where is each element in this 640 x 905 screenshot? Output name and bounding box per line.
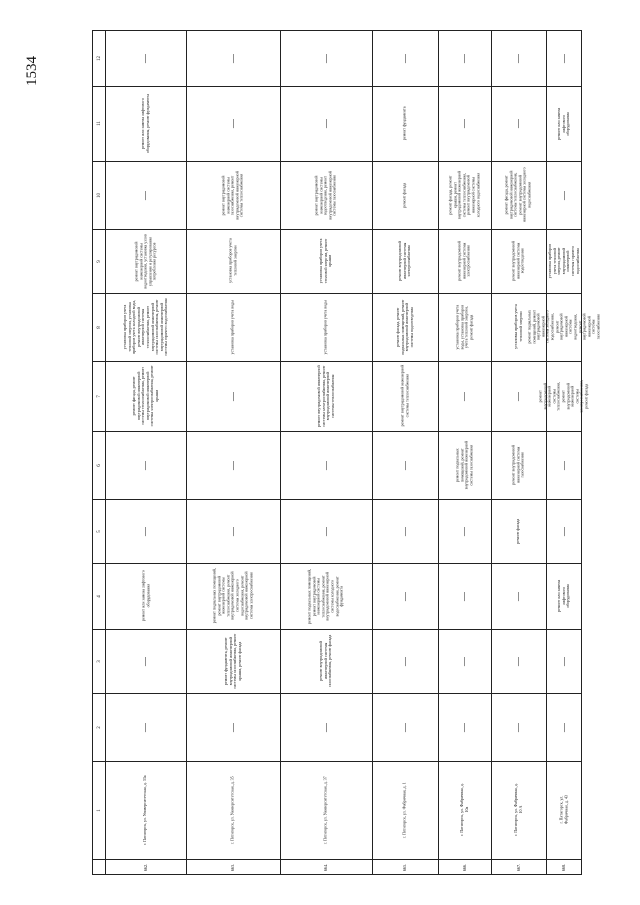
work-text: установка приборов учета тепловой энергии: [512, 304, 523, 350]
address-cell: [186, 761, 280, 859]
work-cell: [491, 563, 546, 629]
address-cell: [280, 761, 372, 859]
work-cell: [438, 499, 491, 563]
work-cell: [280, 229, 372, 293]
work-text: ремонт фасада: [515, 518, 521, 544]
row-number: [372, 859, 438, 876]
work-text: ремонт подвальных помещений, ремонт внутридомовой инженерной системы теплоснабжения, ремонт внутридомовой инженерной системы холодного водоснабжения, ремонт внутридомовой инженерной системы электроснабжения: [211, 568, 254, 624]
work-cell: [438, 629, 491, 693]
work-cell: [438, 431, 491, 499]
address-text: г. Пятигорск, ул. Университетская, д. 33а: [142, 775, 148, 845]
work-text: ремонт фасада, ремонт внутридомовой инженерной системы теплоснабжения, ремонт внутридомовой инженерной системы электроснабжения, ремонт крыши: [130, 365, 159, 427]
work-text: ремонт фасада, ремонт внутридомовой инженерной системы теплоснабжения, ремонт внутридомовой инженерной системы холодного водоснабжения: [503, 167, 532, 223]
work-cell: [491, 693, 546, 761]
work-cell: [372, 563, 438, 629]
empty-dash: —: [320, 526, 331, 536]
empty-dash: —: [459, 591, 469, 601]
address-cell: [105, 761, 186, 859]
empty-dash: —: [459, 526, 469, 536]
column-number-label: 7: [96, 394, 102, 398]
work-cell: [491, 161, 546, 229]
work-text: ремонт или замена лифтового оборудования: [556, 579, 571, 613]
work-cell: [491, 229, 546, 293]
work-text: установка приборов учета воды, установка приборов учета тепловой энергии, ремонт фасада: [454, 304, 474, 350]
work-cell: [372, 431, 438, 499]
empty-dash: —: [459, 391, 469, 401]
work-cell: [186, 563, 280, 629]
work-cell: [280, 31, 372, 86]
empty-dash: —: [140, 190, 150, 200]
column-number: [93, 693, 105, 761]
address-cell: [491, 761, 546, 859]
work-cell: [186, 31, 280, 86]
work-cell: [280, 563, 372, 629]
work-cell: [438, 161, 491, 229]
row-number-label: 663.: [230, 863, 236, 872]
column-number: [93, 361, 105, 431]
empty-dash: —: [459, 722, 469, 732]
work-cell: [438, 86, 491, 161]
empty-dash: —: [459, 656, 469, 666]
work-text: ремонт или замена лифтового оборудования, ремонт фундамента: [139, 93, 150, 154]
row-number-label: 665.: [402, 863, 408, 872]
work-cell: [546, 563, 582, 629]
column-number: [93, 161, 105, 229]
work-text: ремонт фасада, ремонт подвальных помещений, ремонт внутридомовой инженерной системы водоотведения: [394, 299, 414, 355]
column-number-label: 3: [96, 659, 102, 663]
empty-dash: —: [227, 391, 238, 401]
work-cell: [105, 229, 186, 293]
work-cell: [438, 31, 491, 86]
work-cell: [546, 161, 582, 229]
empty-dash: —: [558, 526, 569, 536]
work-cell: [537, 361, 589, 431]
work-text: ремонт подвальных помещений, ремонт внутридомовой инженерной системы теплоснабжения, ремонт внутридомовой инженерной системы холодного водоснабжения, ремонт фундамента: [306, 568, 344, 624]
work-cell: [105, 431, 186, 499]
work-cell: [186, 693, 280, 761]
work-text: ремонт внутридомовой инженерной системы водоотведения, установка узлов управления и регулирования потребления ресурсов: [133, 233, 157, 289]
work-text: ремонт или замена лифтового оборудования: [139, 570, 150, 622]
work-cell: [438, 293, 491, 361]
work-cell: [491, 431, 546, 499]
work-cell: [105, 629, 186, 693]
column-number-label: 6: [96, 463, 102, 467]
column-number: [93, 31, 105, 86]
work-text: ремонт подвальных помещений, ремонт внутридомовой инженерной системы газоснабжения: [454, 440, 474, 490]
empty-dash: —: [558, 190, 569, 200]
work-cell: [372, 293, 438, 361]
column-number-label: 9: [96, 259, 102, 263]
empty-dash: —: [320, 460, 331, 470]
column-number-label: 1: [96, 808, 102, 812]
column-number-label: 2: [96, 725, 102, 729]
work-cell: [186, 229, 280, 293]
work-text: ремонт внутридомовой инженерной системы водоотведения, ремонт внутридомовой инженерной системы газоснабжения: [313, 170, 337, 220]
empty-dash: —: [227, 119, 238, 128]
work-cell: [546, 229, 582, 293]
work-cell: [105, 31, 186, 86]
work-cell: [280, 693, 372, 761]
work-cell: [105, 563, 186, 629]
work-cell: [491, 629, 546, 693]
work-cell: [491, 86, 546, 161]
work-cell: [372, 693, 438, 761]
empty-dash: —: [140, 460, 150, 470]
work-cell: [105, 499, 186, 563]
work-cell: [372, 229, 438, 293]
work-cell: [526, 293, 601, 361]
address-cell: [438, 761, 491, 859]
work-cell: [186, 293, 280, 361]
empty-dash: —: [320, 722, 331, 732]
empty-dash: —: [399, 460, 410, 470]
empty-dash: —: [227, 460, 238, 470]
page-number: 1534: [24, 56, 40, 86]
work-cell: [546, 693, 582, 761]
row-number-label: 666.: [461, 863, 467, 872]
work-text: ремонт подвальных помещений, ремонт внутридомовой инженерной системы холодного водоснабжения, ремонт внутридомовой инженерной системы водоотведения, ремонт внутридомовой инженерной системы газоснабжения: [526, 310, 601, 344]
address-text: г. Пятигорск, ул. Университетская, д. 35: [229, 776, 235, 844]
row-number: [186, 859, 280, 876]
work-cell: [438, 229, 491, 293]
work-cell: [491, 499, 546, 563]
work-cell: [491, 31, 546, 86]
address-text: г. Пятигорск, ул. Фабричная, д. 10а: [458, 783, 469, 837]
column-number: [93, 86, 105, 161]
column-number-label: 4: [96, 594, 102, 598]
work-cell: [546, 499, 582, 563]
work-cell: [372, 161, 438, 229]
work-cell: [186, 161, 280, 229]
work-cell: [280, 499, 372, 563]
empty-dash: —: [459, 119, 469, 128]
work-cell: [105, 361, 186, 431]
row-number: [546, 859, 582, 876]
row-number-label: 667.: [515, 863, 521, 872]
row-number: [105, 859, 186, 876]
column-number-label: 11: [96, 121, 102, 126]
work-cell: [186, 86, 280, 161]
work-text: установка приборов учета воды: [322, 299, 328, 355]
empty-dash: —: [558, 656, 569, 666]
work-cell: [186, 629, 280, 693]
work-text: ремонт внутридомовой инженерной системы электроснабжения: [397, 241, 412, 281]
work-cell: [372, 629, 438, 693]
work-cell: [186, 431, 280, 499]
work-cell: [438, 693, 491, 761]
column-number: [93, 293, 105, 361]
empty-dash: —: [140, 54, 150, 63]
work-text: ремонт внутридомовой инженерной системы газоснабжения, ремонт внутридомовой инженерной системы теплоснабжения: [220, 170, 244, 220]
column-number-label: 5: [96, 529, 102, 533]
work-cell: [372, 361, 438, 431]
work-text: ремонт или замена лифтового оборудования: [556, 107, 571, 140]
address-text: г. Пятигорск, ул. Фабричная, д. 1: [401, 782, 407, 838]
work-cell: [280, 431, 372, 499]
work-text: ремонт внутридомовой инженерной системы теплоснабжения, ремонт внутридомовой инженерной системы электроснабжения, ремонт фасада: [537, 379, 589, 413]
row-number-label: 662.: [142, 863, 148, 872]
work-cell: [186, 361, 280, 431]
work-text: ремонт внутридомовой инженерной системы газоснабжения, ремонт фасада: [318, 634, 333, 688]
work-text: ремонт внутридомовой инженерной системы газоснабжения: [510, 445, 525, 485]
work-cell: [280, 629, 372, 693]
work-text: ремонт внутридомовой инженерной системы электроснабжения, ремонт внутридомовой инженерной системы теплоснабжения: [315, 365, 335, 427]
empty-dash: —: [227, 54, 238, 63]
work-cell: [105, 86, 186, 161]
work-text: ремонт внутридомовой инженерной системы водоотведения: [510, 241, 525, 281]
empty-dash: —: [399, 722, 410, 732]
work-text: ремонт фасада, ремонт крыши, ремонт внутридомовой инженерной системы теплоснабжения, ремонт внутридомовой инженерной системы холодного водоснабжения: [447, 170, 480, 220]
column-number: [93, 229, 105, 293]
address-cell: [372, 761, 438, 859]
work-text: установка приборов учета воды: [229, 299, 235, 355]
register-table: [92, 30, 601, 875]
address-text: г. Пятигорск, ул. Университетская, д. 37: [322, 776, 328, 844]
column-number: [93, 499, 105, 563]
empty-dash: —: [140, 526, 150, 536]
address-cell: [546, 761, 582, 859]
work-text: установка приборов учета тепловой энергии, ремонт внутридомовой инженерной системы горячего водоснабжения: [546, 243, 580, 279]
column-number: [93, 761, 105, 859]
work-cell: [105, 161, 186, 229]
work-cell: [372, 86, 438, 161]
work-cell: [372, 31, 438, 86]
address-text: г. Пятигорск, ул. Фабричная, д. 10 А: [512, 783, 523, 837]
empty-dash: —: [140, 656, 150, 666]
empty-dash: —: [320, 54, 331, 63]
column-number: [93, 563, 105, 629]
work-cell: [546, 31, 582, 86]
row-number-label: 664.: [323, 863, 329, 872]
work-text: ремонт внутридомовой инженерной системы теплоснабжения: [399, 365, 409, 427]
empty-dash: —: [227, 722, 238, 732]
empty-dash: —: [513, 591, 523, 601]
work-cell: [438, 563, 491, 629]
work-cell: [280, 361, 372, 431]
work-cell: [546, 86, 582, 161]
empty-dash: —: [227, 526, 238, 536]
empty-dash: —: [558, 460, 569, 470]
work-cell: [280, 86, 372, 161]
work-text: ремонт фасада: [401, 182, 407, 208]
column-number: [93, 431, 105, 499]
work-cell: [372, 499, 438, 563]
work-text: ремонт фундамента: [401, 106, 407, 141]
address-text: г. Пятигорск, ул. Фабричная, д. 43: [558, 795, 568, 825]
empty-dash: —: [513, 722, 523, 732]
work-cell: [105, 693, 186, 761]
empty-dash: —: [399, 656, 410, 666]
empty-dash: —: [399, 591, 410, 601]
empty-dash: —: [513, 391, 523, 401]
empty-dash: —: [558, 54, 569, 63]
empty-dash: —: [459, 54, 469, 63]
empty-dash: —: [513, 119, 523, 128]
work-cell: [105, 293, 186, 361]
row-number: [438, 859, 491, 876]
work-text: установка приборов учета тепловой энергии, установка приборов учета холодной воды, ремонт внутридомовой инженерной системы теплоснабжения, ремонт внутридомовой инженерной системы газоснабжения, ремонт внутридомовой инженерной системы горячего водоснабжения: [121, 298, 168, 356]
empty-dash: —: [140, 722, 150, 732]
work-text: установка приборов учета тепловой энергии: [227, 238, 237, 284]
column-number-label: 8: [96, 325, 102, 329]
column-number-label: 10: [96, 192, 102, 198]
empty-dash: —: [513, 54, 523, 63]
row-number: [280, 859, 372, 876]
work-cell: [280, 161, 372, 229]
empty-dash: —: [399, 54, 410, 63]
work-cell: [546, 629, 582, 693]
empty-dash: —: [399, 526, 410, 536]
work-text: ремонт фундамента, ремонт внутридомовой инженерной системы газоснабжения, ремонт крыши, ремонт фасада: [222, 633, 242, 689]
work-cell: [438, 361, 491, 431]
empty-dash: —: [320, 119, 331, 128]
row-number: [491, 859, 546, 876]
empty-dash: —: [558, 722, 569, 732]
work-cell: [546, 431, 582, 499]
column-number-label: 12: [96, 56, 102, 61]
row-number-label: 668.: [561, 863, 567, 872]
work-cell: [280, 293, 372, 361]
work-text: установка приборов учета тепловой энергии, ремонт крыши: [318, 238, 333, 284]
empty-dash: —: [513, 656, 523, 666]
work-cell: [186, 499, 280, 563]
work-text: ремонт внутридомовой инженерной системы электроснабжения: [456, 241, 471, 281]
column-number: [93, 629, 105, 693]
